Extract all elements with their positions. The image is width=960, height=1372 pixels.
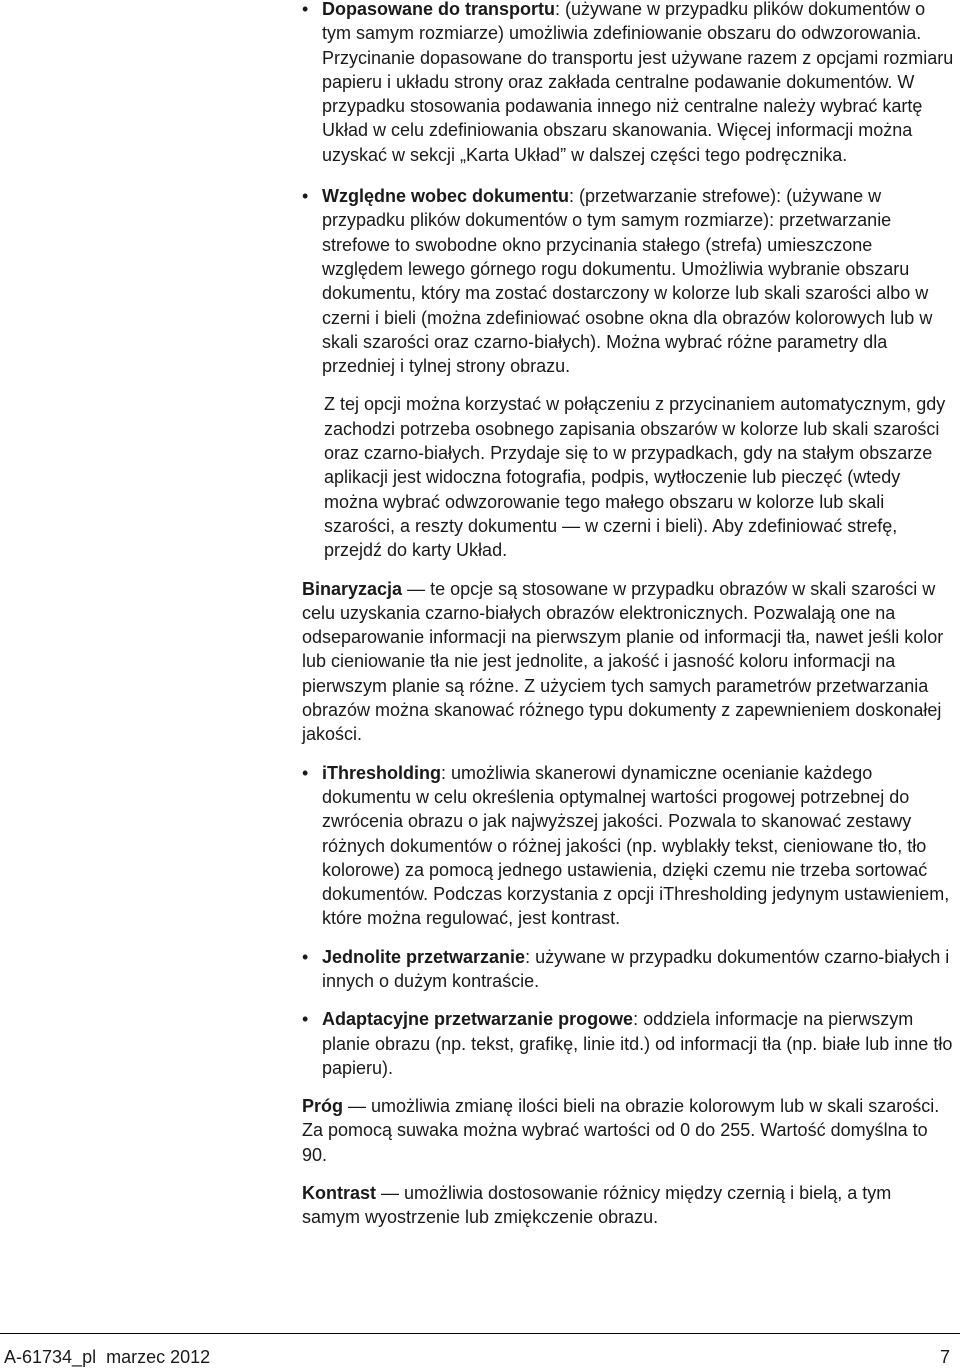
bullet-icon: •: [302, 946, 309, 967]
page-content: [302, 0, 954, 1230]
bullet-text: iThresholding: umożliwia skanerowi dynamiczne ocenianie każdego dokumentu w celu określenia optymalnej wartości progowej potrzebnej do zwrócenia obrazu o jak najwyższej jakości. Pozwala to skanować zestawy różnych dokumentów o różnej jakości (np. wyblakły tekst, cieniowane tło, tło kolorowe) za pomocą jednego ustawienia, dzięki czemu nie trzeba sortować dokumentów. Podczas korzystania z opcji iThresholding jedynym ustawieniem, które można regulować, jest kontrast.: [322, 762, 950, 929]
list-item: [302, 1007, 954, 1080]
list-item: [302, 761, 954, 931]
term: Próg: [302, 1096, 344, 1117]
bullet-icon: •: [302, 186, 309, 207]
term: Dopasowane do transportu: [322, 0, 556, 19]
term: Względne wobec dokumentu: [322, 186, 570, 207]
term: Jednolite przetwarzanie: [322, 946, 526, 967]
list-item: [302, 184, 954, 378]
term: Kontrast: [302, 1183, 377, 1204]
footer-divider: [0, 1333, 960, 1334]
bullet-text: Względne wobec dokumentu: (przetwarzanie strefowe): (używane w przypadku plików dokumentów o tym samym rozmiarze): przetwarzanie strefowe to swobodne okno przycinania stałego (strefa) umieszczone względem lewego górnego rogu dokumentu. Umożliwia wybranie obszaru dokumentu, który ma zostać dostarczony w kolorze lub skali szarości albo w czerni i bieli (można zdefiniować osobne okna dla obrazów kolorowych lub w skali szarości oraz czarno-białych). Można wybrać różne parametry dla przedniej i tylnej strony obrazu.: [322, 186, 933, 377]
note-paragraph: Z tej opcji można korzystać w połączeniu z przycinaniem automatycznym, gdy zachodzi potrzeba osobnego zapisania obszarów w kolorze lub skali szarości oraz czarno-białych. Przydaje się to w przypadkach, gdy na stałym obszarze aplikacji jest widoczna fotografia, podpis, wytłoczenie lub pieczęć (wtedy można wybrać odwzorowanie tego małego obszaru w kolorze lub skali szarości, a reszty dokumentu — w czerni i bieli). Aby zdefiniować strefę, przejdź do karty Układ.: [324, 394, 946, 561]
bullet-icon: •: [302, 762, 309, 783]
term: Adaptacyjne przetwarzanie progowe: [322, 1009, 634, 1030]
prog-paragraph: Próg — umożliwia zmianę ilości bieli na obrazie kolorowym lub w skali szarości. Za pomocą suwaka można wybrać wartości od 0 do 255. Wartość domyślna to 90.: [302, 1096, 940, 1165]
bullet-icon: •: [302, 0, 309, 19]
bullet-text: Adaptacyjne przetwarzanie progowe: oddziela informacje na pierwszym planie obrazu (np. tekst, grafikę, linie itd.) od informacji tła (np. białe lub inne tło papieru).: [322, 1009, 953, 1078]
bullet-icon: •: [302, 1009, 309, 1030]
bullet-text: Jednolite przetwarzanie: używane w przypadku dokumentów czarno-białych i innych o dużym kontraście.: [322, 946, 950, 991]
binaryzacja-paragraph: Binaryzacja — te opcje są stosowane w przypadku obrazów w skali szarości w celu uzyskania czarno-białych obrazów elektronicznych. Pozwalają one na odseparowanie informacji na pierwszym planie od informacji tła, nawet jeśli kolor lub cieniowanie tła nie jest jednolite, a jakość i jasność koloru informacji na pierwszym planie są różne. Z użyciem tych samych parametrów przetwarzania obrazów można skanować różnego typu dokumenty z zapewnieniem doskonałej jakości.: [302, 578, 944, 745]
term: Binaryzacja: [302, 578, 403, 599]
list-item: [302, 945, 954, 994]
kontrast-paragraph: Kontrast — umożliwia dostosowanie różnicy między czernią i bielą, a tym samym wyostrzenie lub zmiękczenie obrazu.: [302, 1183, 892, 1228]
term: iThresholding: [322, 762, 441, 783]
page-number: 7: [939, 1347, 950, 1367]
list-item: [302, 0, 954, 167]
bullet-text: Dopasowane do transportu: (używane w przypadku plików dokumentów o tym samym rozmiarze) umożliwia zdefiniowanie obszaru do odwzorowania. Przycinanie dopasowane do transportu jest używane razem z opcjami rozmiaru papieru i układu strony oraz zakłada centralne podawanie dokumentów. W przypadku stosowania podawania innego niż centralne należy wybrać kartę Układ w celu zdefiniowania obszaru skanowania. Więcej informacji można uzyskać w sekcji „Karta Układ” w dalszej części tego podręcznika.: [322, 0, 954, 165]
footer-doc-id: A-61734_pl marzec 2012: [4, 1347, 211, 1367]
